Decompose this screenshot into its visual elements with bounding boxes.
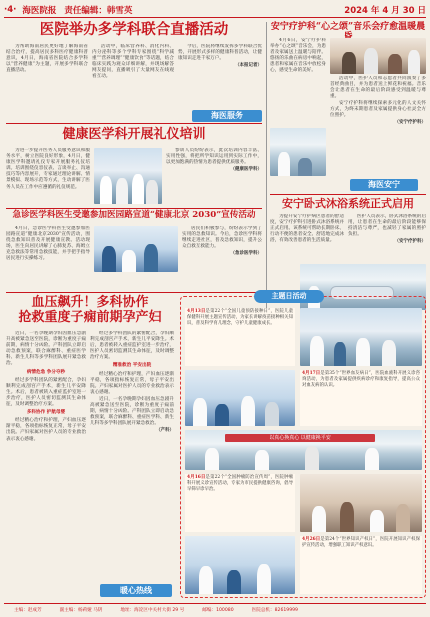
caption-text: 是第22个“全国肿瘤防治宣传周”，医院肿瘤科开展义诊宣传活动，专家为市民提供健康咨询，倡导早筛早诊早治。	[187, 475, 293, 492]
article-body	[182, 226, 262, 288]
campaign-photo	[94, 226, 178, 272]
article-paragraph: 安宁疗护科将继续探索多元化的人文关怀方式，为终末期患者及家属提供身心社灵全方位照护。	[330, 100, 426, 119]
training-photo	[94, 148, 162, 204]
ip-day-photo	[300, 474, 422, 532]
article-title: 医院举办多学科联合直播活动	[39, 21, 229, 38]
article-body	[6, 44, 88, 119]
article-source: （急诊医学科）	[230, 251, 262, 257]
caption-date: 4月26日	[302, 537, 321, 542]
subheading: 精准救治 平安出院	[112, 363, 152, 369]
article-paragraph: 经过精心治疗和护理，产妇血压逐渐平稳，各项指标恢复正常，母子平安出院。产妇家属对医护人员的专业救治表示衷心感谢。	[90, 371, 174, 395]
caption-date: 4月16日	[187, 475, 206, 480]
article-preeclampsia-rescue	[6, 296, 174, 326]
article-title-line2: 抢救重度子痫前期孕产妇	[18, 309, 162, 325]
theme-caption-4	[300, 536, 422, 594]
caption-date: 4月13日	[187, 309, 206, 314]
article-multidisciplinary-live	[6, 22, 262, 39]
article-body	[6, 226, 90, 288]
article-etiquette-training	[6, 128, 262, 143]
article-paragraph: 活动中，医护人员和志愿者共同演奏了多首经典曲目，并为患者送上鲜花和祝福。音乐会让患者在生命的最后阶段感受到温暖与尊重。	[330, 76, 426, 100]
article-paragraph: 医护人员表示，卧式沐浴系统的启用，让患者在生命的最后阶段能够保持清洁与尊严，也减轻了家属的照护负担。	[348, 214, 426, 238]
issue-date: 2024 年 4 月 30 日	[344, 5, 426, 16]
column-divider	[266, 22, 267, 310]
footer-address: 地址：海淀区中关村大街 29 号	[120, 607, 185, 613]
article-paragraph: 活动中，临床营养科、消化内科、内分泌科等多个学科专家围绕“科学减重”“营养调理”“健康饮食”等话题，结合临床实践为观众详细讲解，并现场解答网友提问，直播吸引了大量网友在线观看互动。	[92, 44, 174, 80]
article-paragraph: 参训人员纷纷表示，此次培训内容丰富、实用性强，将把所学知识运用到实际工作中，以更加饱满的热情为患者提供优质服务。	[166, 148, 262, 166]
article-bath-system	[270, 198, 426, 211]
theme-caption-1	[185, 308, 295, 366]
editor-name: 责任编辑：韩雪英	[64, 5, 133, 16]
article-source: （安宁疗护科）	[394, 239, 426, 245]
article-paragraph: 为帮助海南居民更好地了解海南省结合治疗，提高居民多科医疗健康科普意识，4月日，海南省医院结合多学科以“营养健康”为主题，开展多学科联合直播活动。	[6, 44, 88, 74]
article-body	[90, 331, 174, 583]
section-banner-anning: 海医安宁	[350, 179, 418, 191]
section-banner-hotline: 暖心热线	[100, 584, 172, 597]
footer-editor-in-chief: 主编：赵成芳	[14, 607, 42, 613]
article-paragraph: 近日，一名孕晚期孕妇因血压急剧升高被紧急送至医院，诊断为重度子痫前期，病情十分凶险。产科团队立即启动急救预案，联合麻醉科、重症医学科、新生儿科等多学科团队展开紧急救治。	[6, 331, 86, 367]
article-title: 健康医学科开展礼仪培训	[62, 127, 206, 142]
article-source: （本报记者）	[235, 63, 262, 69]
caption-text: 是第24个“世界知识产权日”，医院开展知识产权保护宣传活动，增强职工知识产权意识。	[302, 537, 420, 548]
article-body	[178, 44, 262, 110]
footer-postcode: 邮编：100080	[202, 607, 234, 613]
article-title: 急诊医学科医生受邀参加医园路宣道“健康北京 2030”宣传活动	[12, 210, 256, 220]
article-paragraph: 居民们积极参与，纷纷表示学到了实用的急救知识。今后，急诊医学科将继续走进社区，普及急救知识，提升公众自救互救能力。	[182, 226, 262, 250]
theme-caption-2	[300, 370, 422, 426]
article-paragraph: 经过精心治疗和护理，产妇血压逐渐平稳，各项指标恢复正常，母子平安出院。产妇家属对医护人员的专业救治表示衷心感谢。	[6, 418, 86, 442]
article-source: （健康医学科）	[230, 167, 262, 173]
page-footer	[4, 603, 426, 615]
theme-day-label: 主题日活动	[254, 290, 324, 303]
vaccination-day-photo	[300, 308, 422, 366]
article-body	[92, 44, 174, 119]
page-number: ·4·	[4, 4, 17, 15]
tumor-week-photo	[185, 430, 422, 470]
caption-text: 是第35个“世界血友病日”，医院血液科开展义诊咨询活动，为患者及家属提供疾病诊疗和康复指导，提高公众对血友病的认识。	[302, 371, 420, 388]
knowledge-day-photo	[185, 536, 295, 594]
article-title: 安宁疗护科“心之颂”音乐会疗愈温暖晨	[270, 22, 426, 32]
article-title-line1: 血压飙升！多科协作	[31, 295, 149, 310]
page-header	[4, 2, 426, 18]
article-paragraph: 近日，一名孕晚期孕妇因血压急剧升高被紧急送至医院，诊断为重度子痫前期，病情十分凶险。产科团队立即启动急救预案，联合麻醉科、重症医学科、新生儿科等多学科团队展开紧急救治。	[90, 396, 174, 426]
article-body	[330, 76, 426, 176]
article-paragraph: 为进一步提升医务人员服务意识和服务水平，树立医院良好形象，4月日，健康医学科邀请礼仪专家开展服务礼仪培训。培训围绕仪容仪表、言谈举止、沟通技巧等内容展开，专家通过理论讲解、情景模拟、现场示范等方式，生动讲解了医务人员在工作中应遵循的礼仪规范。	[6, 148, 90, 190]
article-source: （安宁疗护科）	[394, 120, 426, 126]
section-name: 海医院报	[22, 5, 57, 16]
article-paragraph: 4月日，急诊医学科医生受邀参加医园路宣道“健康北京2030”宣传活动，围绕急救知识普及开展健康宣教。活动现场，医生向居民讲解了心肺复苏、海姆立克急救法等常用急救技能，并手把手指导居民进行实操练习。	[6, 226, 90, 262]
hemophilia-day-photo	[185, 370, 295, 426]
article-body	[6, 331, 86, 597]
article-body	[6, 148, 90, 206]
divider	[6, 123, 262, 124]
article-paragraph: 4月6日，安宁疗护科举办“心之颂”音乐会，为患者及家属送上温暖与陪伴。悠扬的乐曲在病房中响起，患者和家属在音乐中放松身心，感受生命的美好。	[270, 38, 326, 74]
caption-text: 是第22个“全国儿童预防接种日”，医院儿童保健科开展主题宣传活动，为家长讲解疫苗接种相关知识，普及科学育儿理念，守护儿童健康成长。	[187, 309, 293, 326]
article-body	[348, 214, 426, 262]
article-source: （产科）	[156, 428, 174, 433]
divider	[6, 208, 262, 209]
ward-photo	[270, 128, 326, 176]
article-body	[270, 38, 326, 124]
section-banner-service: 海医服务	[192, 110, 262, 122]
divider	[270, 194, 426, 195]
caption-date: 4月17日	[302, 371, 321, 376]
article-paragraph: 今后，医院将继续发挥多学科联合优势，开展形式多样的健康科普活动，让健康知识走进千家万户。	[178, 44, 262, 62]
subheading: 多科协作 护航母婴	[26, 410, 66, 416]
divider	[6, 292, 262, 293]
concert-photo	[330, 38, 426, 74]
photo-sign-text: 以真心换真心 以健康换平安	[269, 435, 331, 441]
theme-caption-3	[185, 474, 295, 532]
footer-phone: 医院总机：82619999	[251, 607, 298, 613]
article-body	[166, 148, 262, 206]
article-paragraph: 经过多学科团队的紧密配合，孕妇顺利完成剖宫产手术，新生儿平安降生。术后，患者被转入重症监护室进一步治疗，医护人员密切监测其生命体征，及时调整治疗方案。	[6, 377, 86, 408]
subheading: 病情危急 争分夺秒	[26, 369, 66, 375]
article-paragraph: 经过多学科团队的紧密配合，孕妇顺利完成剖宫产手术，新生儿平安降生。术后，患者被转入重症监护室进一步治疗，医护人员密切监测其生命体征，及时调整治疗方案。	[90, 331, 174, 361]
footer-deputy-editors: 副主编：杨莉娅 马钥	[59, 607, 103, 613]
article-paragraph: 为提升安宁疗护病区患者的舒适度，安宁疗护科引进卧式沐浴系统并正式启用。该系统可帮助长期卧床、行动不便的患者安全、舒适地完成沐浴，有效改善患者的生活质量。	[270, 214, 344, 244]
article-emergency-campaign	[6, 211, 262, 221]
article-title: 安宁卧式沐浴系统正式启用	[282, 197, 414, 210]
